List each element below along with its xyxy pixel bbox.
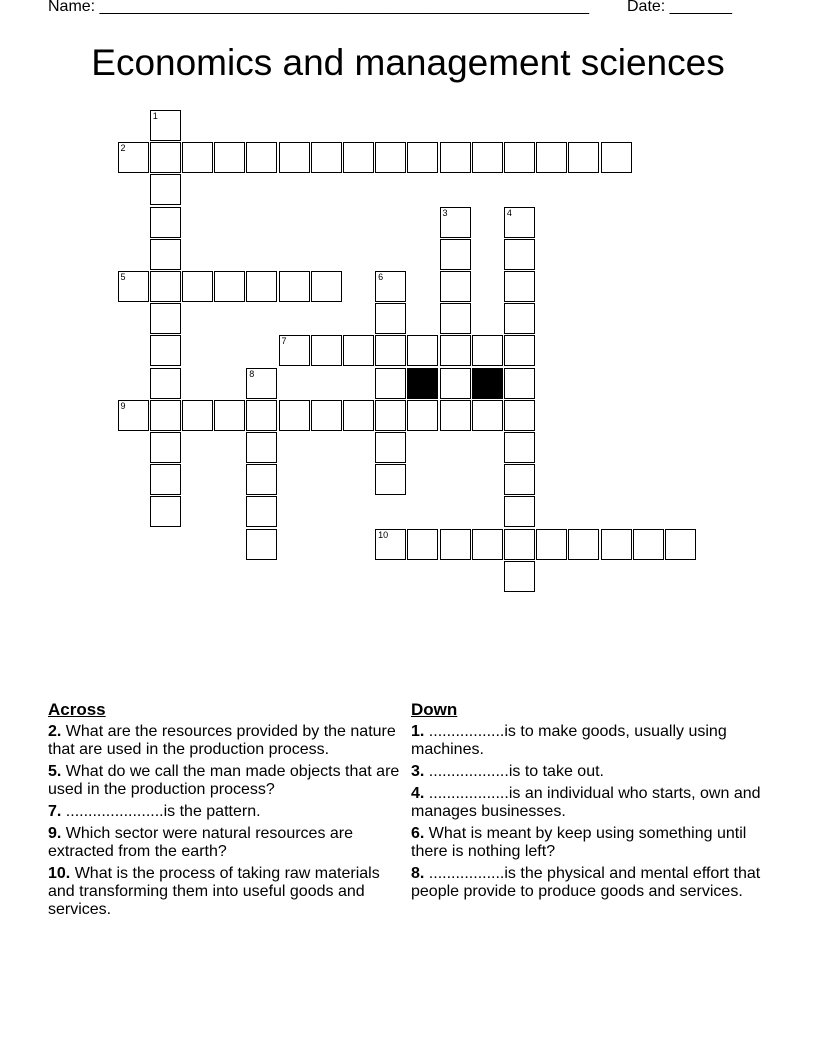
grid-cell[interactable] — [375, 303, 406, 334]
grid-cell[interactable] — [150, 432, 181, 463]
down-clue — [411, 723, 771, 759]
grid-cell[interactable] — [279, 335, 310, 366]
grid-cell[interactable] — [375, 432, 406, 463]
grid-cell[interactable] — [150, 335, 181, 366]
grid-cell[interactable] — [440, 335, 471, 366]
grid-cell[interactable] — [440, 400, 471, 431]
grid-cell[interactable] — [246, 464, 277, 495]
clue-number: 3. — [411, 763, 425, 780]
grid-cell[interactable] — [504, 368, 535, 399]
grid-cell[interactable] — [118, 142, 149, 173]
clue-text: ..................is an individual who starts, own and manages businesses. — [411, 785, 761, 820]
grid-cell[interactable] — [375, 142, 406, 173]
grid-cell[interactable] — [118, 400, 149, 431]
grid-cell[interactable] — [246, 432, 277, 463]
grid-cell[interactable] — [375, 529, 406, 560]
across-clue — [48, 763, 403, 799]
grid-cell[interactable] — [311, 271, 342, 302]
grid-cell[interactable] — [279, 142, 310, 173]
grid-cell[interactable] — [472, 335, 503, 366]
clue-number: 7. — [48, 803, 62, 820]
clue-number: 4. — [411, 785, 425, 802]
clue-number: 6. — [411, 825, 425, 842]
clue-text: What is meant by keep using something until there is nothing left? — [411, 825, 747, 860]
grid-cell[interactable] — [407, 400, 438, 431]
down-clue — [411, 785, 771, 821]
grid-cell[interactable] — [246, 368, 277, 399]
grid-cell[interactable] — [440, 368, 471, 399]
grid-cell[interactable] — [568, 529, 599, 560]
clue-number: 8. — [411, 865, 425, 882]
grid-cell[interactable] — [150, 110, 181, 141]
clue-number-label: 5 — [120, 272, 126, 282]
clue-number-label: 4 — [506, 207, 512, 218]
clue-number: 5. — [48, 763, 62, 780]
clue-number: 1. — [411, 723, 425, 740]
down-clues — [411, 700, 771, 905]
grid-cell[interactable] — [246, 529, 277, 560]
grid-cell[interactable] — [536, 529, 567, 560]
clue-text: .................is to make goods, usually using machines. — [411, 723, 727, 758]
grid-cell[interactable] — [150, 207, 181, 238]
grid-cell[interactable] — [182, 142, 213, 173]
grid-cell[interactable] — [311, 400, 342, 431]
grid-cell[interactable] — [633, 529, 664, 560]
down-heading: Down — [411, 700, 458, 719]
grid-cell[interactable] — [311, 335, 342, 366]
clue-text: ......................is the pattern. — [65, 803, 261, 820]
grid-cell[interactable] — [504, 529, 535, 560]
grid-cell[interactable] — [343, 142, 374, 173]
grid-cell[interactable] — [504, 335, 535, 366]
across-clues — [48, 700, 403, 923]
grid-cell[interactable] — [407, 529, 438, 560]
down-clue — [411, 825, 771, 861]
grid-cell[interactable] — [150, 239, 181, 270]
grid-cell[interactable] — [246, 271, 277, 302]
across-clue — [48, 825, 403, 861]
grid-cell[interactable] — [536, 142, 567, 173]
grid-cell[interactable] — [504, 239, 535, 270]
clue-text: What are the resources provided by the nature that are used in the production process. — [48, 723, 396, 758]
grid-cell[interactable] — [214, 142, 245, 173]
grid-cell[interactable] — [118, 271, 149, 302]
across-clue — [48, 865, 403, 919]
grid-cell[interactable] — [568, 142, 599, 173]
grid-cell[interactable] — [601, 529, 632, 560]
grid-cell[interactable] — [407, 142, 438, 173]
clue-text: What do we call the man made objects that are used in the production process? — [48, 763, 400, 798]
page-title: Economics and management sciences — [91, 42, 725, 83]
grid-cell[interactable] — [504, 400, 535, 431]
grid-cell[interactable] — [504, 207, 535, 238]
grid-cell[interactable] — [375, 368, 406, 399]
clue-text: ..................is to take out. — [428, 763, 604, 780]
grid-cell[interactable] — [375, 464, 406, 495]
grid-cell[interactable] — [440, 529, 471, 560]
grid-cell[interactable] — [343, 400, 374, 431]
grid-cell[interactable] — [504, 303, 535, 334]
clue-number-label: 3 — [442, 207, 448, 218]
grid-cell[interactable] — [150, 142, 181, 173]
black-cell — [472, 368, 503, 399]
grid-cell[interactable] — [504, 464, 535, 495]
grid-cell[interactable] — [440, 303, 471, 334]
grid-cell[interactable] — [665, 529, 696, 560]
clue-number-label: 1 — [152, 111, 158, 121]
grid-cell[interactable] — [504, 561, 535, 592]
name-field-line: Name: _______________________________________________________ — [48, 0, 589, 15]
grid-cell[interactable] — [472, 400, 503, 431]
across-heading: Across — [48, 700, 106, 719]
grid-cell[interactable] — [504, 142, 535, 173]
grid-cell[interactable] — [504, 271, 535, 302]
grid-cell[interactable] — [279, 271, 310, 302]
grid-cell[interactable] — [504, 432, 535, 463]
grid-cell[interactable] — [279, 400, 310, 431]
clue-text: Which sector were natural resources are extracted from the earth? — [48, 825, 354, 860]
grid-cell[interactable] — [150, 368, 181, 399]
across-clue — [48, 723, 403, 759]
grid-cell[interactable] — [150, 174, 181, 205]
grid-cell[interactable] — [472, 529, 503, 560]
clue-number-label: 2 — [120, 143, 126, 154]
grid-cell[interactable] — [440, 207, 471, 238]
clue-number: 10. — [48, 865, 71, 882]
grid-cell[interactable] — [246, 400, 277, 431]
clue-number: 2. — [48, 723, 62, 740]
grid-cell[interactable] — [601, 142, 632, 173]
clue-number-label: 6 — [378, 272, 384, 282]
grid-cell[interactable] — [440, 239, 471, 270]
grid-cell[interactable] — [343, 335, 374, 366]
date-field-line: Date: _______ — [627, 0, 732, 15]
grid-cell[interactable] — [504, 496, 535, 527]
grid-cell[interactable] — [407, 335, 438, 366]
clue-number: 9. — [48, 825, 62, 842]
grid-cell[interactable] — [182, 271, 213, 302]
clue-text: What is the process of taking raw materials and transforming them into useful goods and services. — [48, 865, 380, 918]
black-cell — [407, 368, 438, 399]
grid-cell[interactable] — [150, 464, 181, 495]
grid-cell[interactable] — [472, 142, 503, 173]
grid-cell[interactable] — [150, 400, 181, 431]
grid-cell[interactable] — [375, 400, 406, 431]
grid-cell[interactable] — [375, 271, 406, 302]
grid-cell[interactable] — [246, 496, 277, 527]
clue-text: .................is the physical and mental effort that people provide to produce goods and services. — [411, 865, 761, 900]
grid-cell[interactable] — [214, 400, 245, 431]
grid-cell[interactable] — [440, 142, 471, 173]
grid-cell[interactable] — [375, 335, 406, 366]
clue-number-label: 8 — [249, 368, 255, 379]
grid-cell[interactable] — [150, 496, 181, 527]
down-clue — [411, 865, 771, 901]
grid-cell[interactable] — [311, 142, 342, 173]
clue-number-label: 9 — [120, 400, 126, 411]
grid-cell[interactable] — [150, 271, 181, 302]
grid-cell[interactable] — [150, 303, 181, 334]
clue-number-label: 7 — [281, 336, 287, 347]
down-clue — [411, 763, 771, 781]
across-clue — [48, 803, 403, 821]
grid-cell[interactable] — [246, 142, 277, 173]
grid-cell[interactable] — [214, 271, 245, 302]
grid-cell[interactable] — [440, 271, 471, 302]
grid-cell[interactable] — [182, 400, 213, 431]
clue-number-label: 10 — [378, 529, 389, 540]
